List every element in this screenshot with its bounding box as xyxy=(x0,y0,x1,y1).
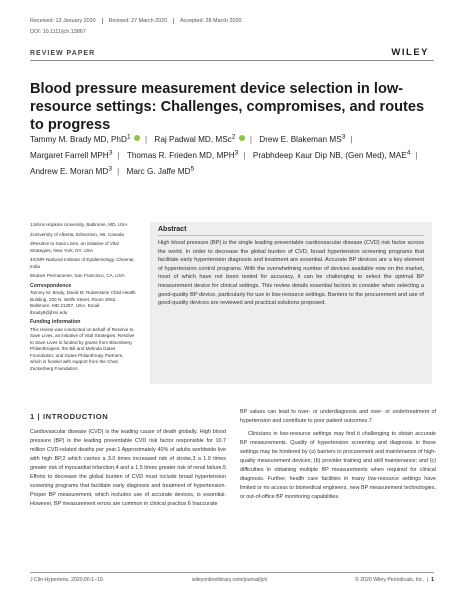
article-title: Blood pressure measurement device selection in low-resource settings: Challenges, compromises, and routes to progress xyxy=(30,81,425,133)
journal-url[interactable]: wileyonlinelibrary.com/journal/jch xyxy=(191,577,268,583)
revised-date: Revised: 27 March 2020 xyxy=(109,18,174,24)
author[interactable]: Andrew E. Moran $MD^3$ xyxy=(30,165,113,177)
orcid-icon[interactable] xyxy=(239,135,245,141)
affiliation: 2University of Alberta, Edmonton, AB, Canada xyxy=(30,231,124,237)
abstract-box xyxy=(150,222,432,384)
page-number: 1 xyxy=(431,577,434,583)
correspondence-heading: Correspondence xyxy=(30,282,72,289)
affiliation: 4ICMR-National Institute of Epidemiology, Chennai, India xyxy=(30,257,135,269)
section-heading: 1 | INTRODUCTION xyxy=(30,412,109,421)
doi[interactable]: DOI: 10.1111/jch.13867 xyxy=(30,29,86,35)
author-list: Tammy M. Brady MD, PhD$^1$ | Raj Padwal MD, MSc$^2$ | Drew E. Blakeman $MS^3$ | Margaret Farrell MPH$^3$ | Thomas R. Frieden MD, MPH$^3$ | Prabhdeep Kaur Dip NB, (Gen Med), MAE$^4$ | Andrew E. Moran $MD^3$ | Marc G. Jaffe $MD^5$ xyxy=(30,133,418,177)
author[interactable]: Raj Padwal MD, MSc$^2$ xyxy=(154,135,244,144)
author[interactable]: Thomas R. Frieden MD, MPH$^3$ xyxy=(126,149,239,160)
journal-citation: J Clin Hypertens. 2020;00:1–10. xyxy=(30,577,105,583)
publisher-logo: WILEY xyxy=(391,47,429,58)
correspondence-text: Tammy M. Brady, David M. Rubenstein Child Health Building, 200 N. Wolfe Street, Room 3062, Baltimore, MD 21287, USA. Email: tbrady8@jhmi.edu xyxy=(30,290,136,315)
author[interactable]: Marc G. Jaffe $MD^5$ xyxy=(126,165,195,177)
author[interactable]: Prabhdeep Kaur Dip NB, (Gen Med), MAE$^4$ xyxy=(252,149,411,160)
affiliation: 1Johns Hopkins University, Baltimore, MD, USA xyxy=(30,222,128,227)
affiliation: 5Kaiser Permanente, San Francisco, CA, USA xyxy=(30,273,125,278)
accepted-date: Accepted: 28 March 2020 xyxy=(180,18,242,24)
copyright: © 2020 Wiley Periodicals, Inc. xyxy=(354,577,424,583)
article-category: REVIEW PAPER xyxy=(30,50,96,57)
body-text-right xyxy=(240,408,436,502)
funding-heading: Funding information xyxy=(30,319,81,325)
abstract-text: High blood pressure (BP) is the single leading preventable cardiovascular disease (CVD) risk factor across the world. In order to decrease the global burden of CVD, broad hypertension screening programs that facilitate early hypertension diagnosis and treatment are essential. Accurate BP devices are a key element of hypertension control programs. With the overwhelming number of devices available now on the market, most of which have not been tested for accuracy, it can be challenging to select the optimal BP measurement device for clinical settings. This review details essential factors to consider when selecting a good-quality BP device, particularly for use in low-resource settings. Barriers to the procurement and use of good-quality devices are reviewed and practical solutions proposed. xyxy=(158,240,424,307)
article-history xyxy=(30,18,254,24)
body-paragraph: Clinicians in low-resource settings may find it challenging to obtain accurate BP measurements. Quality of hypertension screening and diagnosis in these settings may be hindered by (a) barriers to procurement and maintenance of high-quality measurement devices; (b) provider training and skill maintenance; and (c) difficulties in obtaining multiple BP measurements when required for clinical diagnosis. Further, health care facilities in many low-resource settings have limited or no access to biomedical engineers, new BP measurement technologies, or out-of-office BP monitoring capabilities. xyxy=(240,431,436,500)
footer-divider xyxy=(30,572,434,573)
author[interactable]: Margaret Farrell MPH$^3$ xyxy=(30,149,113,160)
received-date: Received: 13 January 2020 xyxy=(30,18,103,24)
funding-text: This review was conducted on behalf of Resolve to Save Lives, an initiative of Vital Strategies. Resolve to Save Lives is funded by grants from Bloomberg Philanthropies; the Bill and Melinda Gates Foundation; and Gates Philanthropy Partners, which is funded with support from the Chan Zuckerberg Foundation. xyxy=(30,326,135,371)
body-paragraph: BP values can lead to over- or underdiagnosis and over- or undertreatment of hypertension and contribute to poor patient outcomes.7 xyxy=(240,409,436,424)
affiliations-column xyxy=(30,222,136,375)
author[interactable]: Tammy M. Brady MD, PhD$^1$ xyxy=(30,135,140,144)
abstract-heading: Abstract xyxy=(158,226,424,236)
body-text-left: Cardiovascular disease (CVD) is the leading cause of death globally. High blood pressure (BP) is the leading preventable CVD risk factor responsible for 10.7 million CVD-related deaths per year.1 Approximately 40% of adults worldwide live with high BP,2 which carries a 3.0 times increased risk of stroke,3 a 1.9 times greater risk of myocardial infarction,4 and a 1.5 times greater risk of renal failure.5 Efforts to decrease the global burden of CVD must include broad hypertension screening programs that facilitate early diagnosis and treatment of hypertension. Proper BP measurement, which includes use of accurate devices, is essential. However, BP measurement errors are common in clinical practice.6 Inaccurate xyxy=(30,429,226,507)
author[interactable]: Drew E. Blakeman $MS^3$ xyxy=(259,133,346,144)
header-divider xyxy=(30,60,434,61)
affiliation: 3Resolve to Save Lives, an initiative of Vital Strategies, New York, NY, USA xyxy=(30,241,119,253)
footer: J Clin Hypertens. 2020;00:1–10. wileyonlinelibrary.com/journal/jch © 2020 Wiley Periodicals, Inc. | 1 xyxy=(30,577,434,583)
